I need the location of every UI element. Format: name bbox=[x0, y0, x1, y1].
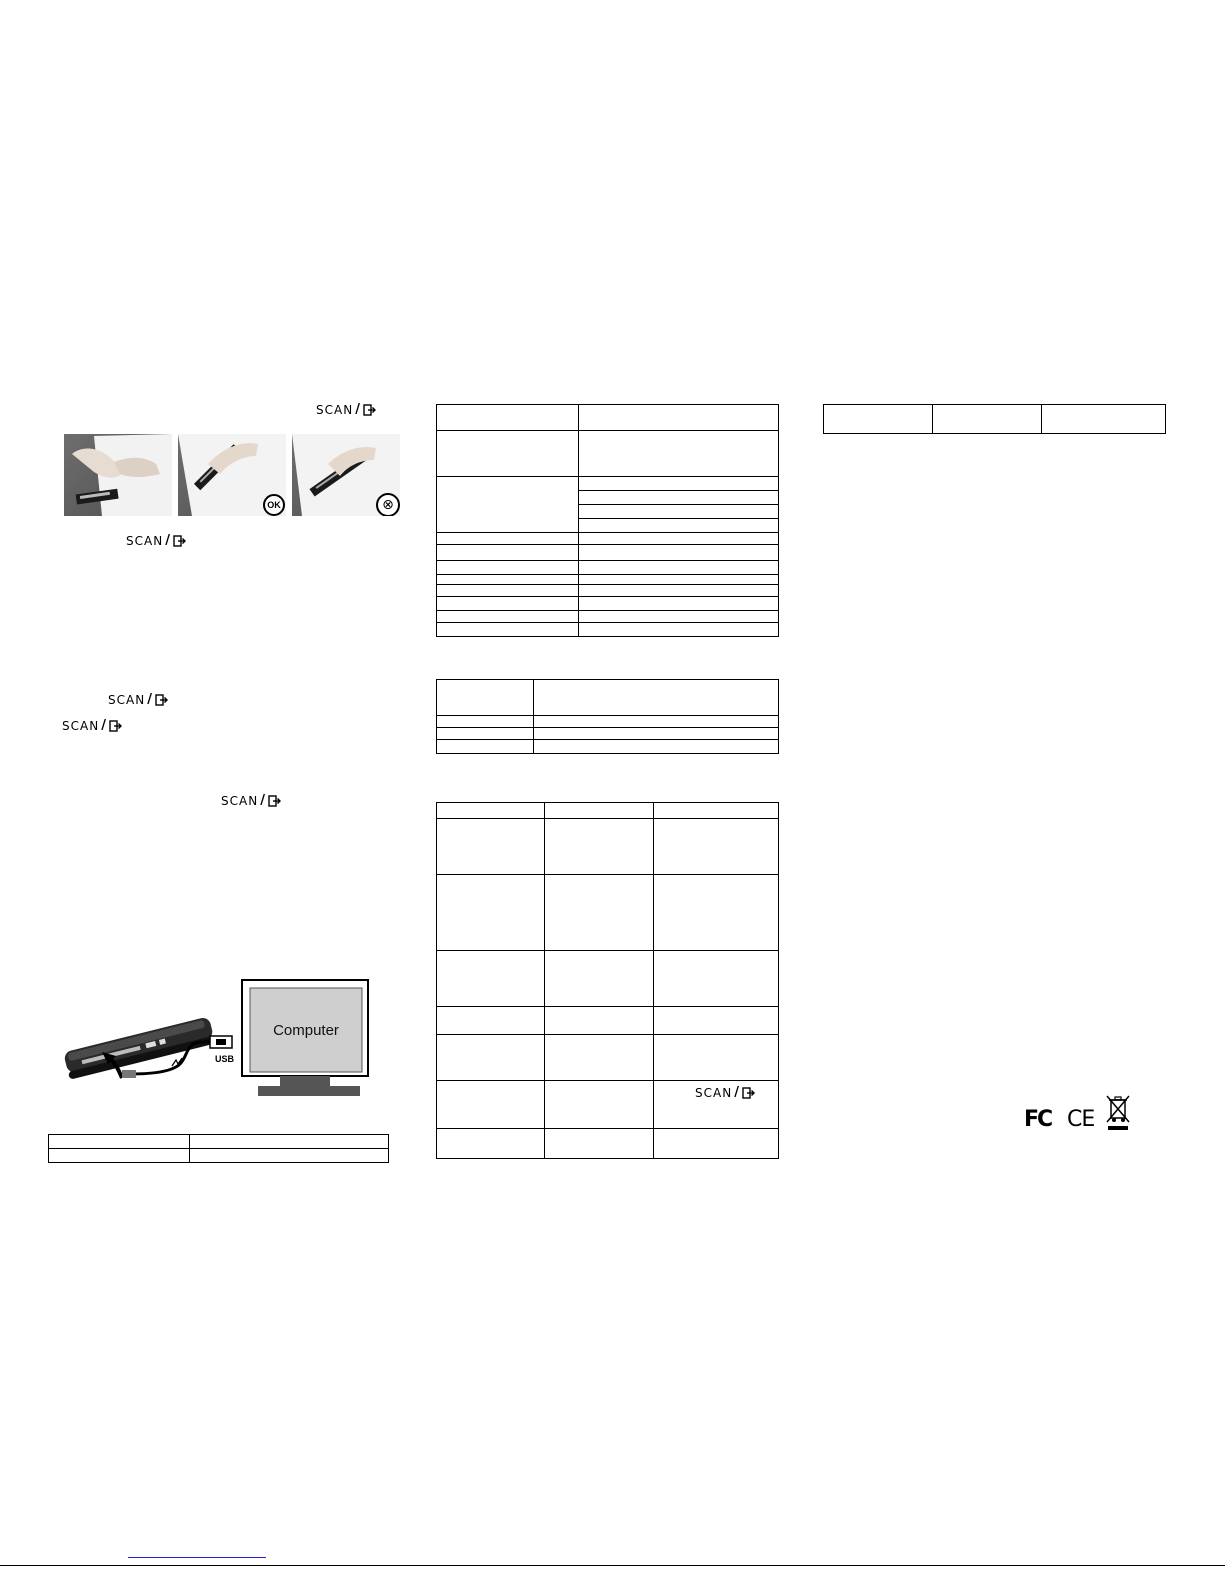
scan-photo-2 bbox=[178, 434, 286, 516]
table-cell bbox=[437, 431, 579, 477]
table-row bbox=[437, 561, 779, 575]
scan-slash: / bbox=[734, 1085, 740, 1100]
table-row bbox=[437, 1007, 779, 1035]
table-row bbox=[437, 1035, 779, 1081]
table-cell bbox=[1042, 405, 1166, 434]
exit-icon bbox=[173, 535, 187, 547]
ok-badge: OK bbox=[263, 494, 285, 516]
table-cell bbox=[534, 728, 779, 740]
table-cell bbox=[545, 803, 654, 819]
scan-exit-button-glyph bbox=[62, 719, 123, 732]
exit-icon bbox=[363, 404, 377, 416]
scanner-wand bbox=[63, 1016, 215, 1079]
table-cell bbox=[579, 431, 779, 477]
table-row bbox=[437, 585, 779, 597]
table-cell bbox=[190, 1135, 389, 1149]
table-row bbox=[824, 405, 1166, 434]
table-cell bbox=[579, 561, 779, 575]
table-cell bbox=[437, 728, 534, 740]
table-row bbox=[49, 1135, 389, 1149]
table-cell bbox=[545, 875, 654, 951]
table-row bbox=[437, 545, 779, 561]
footer-link-underline[interactable] bbox=[128, 1557, 266, 1558]
table-cell bbox=[545, 1129, 654, 1159]
table-row bbox=[437, 680, 779, 716]
table-row bbox=[437, 533, 779, 545]
table-cell bbox=[579, 533, 779, 545]
table-cell bbox=[437, 1007, 545, 1035]
table-cell bbox=[437, 623, 579, 637]
table-cell bbox=[437, 819, 545, 875]
usb-port-label: USB bbox=[215, 1054, 235, 1064]
right-top-table bbox=[823, 404, 1166, 434]
footer-rule bbox=[0, 1565, 1225, 1566]
table-cell bbox=[437, 740, 534, 754]
table-cell bbox=[654, 803, 779, 819]
table-cell bbox=[579, 611, 779, 623]
table-row bbox=[437, 623, 779, 637]
table-row bbox=[437, 728, 779, 740]
table-row bbox=[437, 951, 779, 1007]
weee-bin-icon bbox=[1105, 1094, 1131, 1132]
table-row bbox=[437, 611, 779, 623]
table-row bbox=[437, 716, 779, 728]
monitor-label: Computer bbox=[273, 1021, 339, 1039]
exit-icon bbox=[268, 795, 282, 807]
scan-exit-button-glyph bbox=[316, 403, 377, 416]
table-cell bbox=[437, 716, 534, 728]
table-cell bbox=[654, 1035, 779, 1081]
scan-slash: / bbox=[355, 402, 361, 417]
scan-exit-button-glyph bbox=[695, 1086, 756, 1099]
table-cell bbox=[437, 680, 534, 716]
table-cell bbox=[579, 405, 779, 431]
table-cell bbox=[654, 819, 779, 875]
table-row bbox=[437, 803, 779, 819]
scan-label: SCAN bbox=[316, 402, 354, 417]
scan-label: SCAN bbox=[695, 1085, 733, 1100]
exit-icon bbox=[109, 720, 123, 732]
table-cell bbox=[534, 680, 779, 716]
table-row bbox=[49, 1149, 389, 1163]
table-row bbox=[437, 575, 779, 585]
scan-label: SCAN bbox=[108, 692, 146, 707]
table-cell bbox=[437, 477, 579, 533]
table-cell bbox=[654, 1129, 779, 1159]
table-cell bbox=[654, 1007, 779, 1035]
table-cell bbox=[49, 1149, 190, 1163]
scan-exit-button-glyph bbox=[108, 693, 169, 706]
scan-slash: / bbox=[101, 718, 107, 733]
table-cell bbox=[579, 585, 779, 597]
table-cell bbox=[545, 1081, 654, 1129]
scan-slash: / bbox=[147, 692, 153, 707]
fcc-mark: FC bbox=[1024, 1107, 1052, 1132]
table-row bbox=[437, 1129, 779, 1159]
table-cell bbox=[579, 575, 779, 585]
table-cell bbox=[190, 1149, 389, 1163]
table-cell bbox=[437, 1035, 545, 1081]
table-cell bbox=[534, 740, 779, 754]
table-cell bbox=[824, 405, 933, 434]
table-row bbox=[437, 405, 779, 431]
table-cell bbox=[437, 405, 579, 431]
table-cell bbox=[545, 1035, 654, 1081]
table-cell bbox=[933, 405, 1042, 434]
table-cell bbox=[437, 951, 545, 1007]
troubleshooting-table bbox=[436, 802, 779, 1159]
table-cell bbox=[437, 597, 579, 611]
table-cell bbox=[437, 803, 545, 819]
table-row bbox=[437, 875, 779, 951]
table-row bbox=[437, 431, 779, 477]
table-cell bbox=[545, 1007, 654, 1035]
table-cell bbox=[579, 545, 779, 561]
table-row bbox=[437, 597, 779, 611]
scan-label: SCAN bbox=[126, 533, 164, 548]
table-cell bbox=[437, 1081, 545, 1129]
table-cell bbox=[545, 951, 654, 1007]
table-cell bbox=[579, 623, 779, 637]
scan-photo-3 bbox=[292, 434, 400, 516]
table-cell bbox=[545, 819, 654, 875]
table-cell bbox=[437, 585, 579, 597]
scan-slash: / bbox=[165, 533, 171, 548]
left-bottom-table bbox=[48, 1134, 389, 1163]
scan-exit-button-glyph bbox=[221, 794, 282, 807]
table-cell bbox=[437, 611, 579, 623]
table-cell bbox=[437, 575, 579, 585]
table-cell bbox=[534, 716, 779, 728]
table-cell bbox=[579, 491, 779, 505]
table-row bbox=[437, 477, 779, 491]
ce-mark: CE bbox=[1067, 1107, 1095, 1132]
table-cell bbox=[437, 875, 545, 951]
middle-table-2 bbox=[436, 679, 779, 754]
scan-photo-1 bbox=[64, 434, 172, 516]
scan-slash: / bbox=[260, 793, 266, 808]
table-cell bbox=[437, 561, 579, 575]
table-cell bbox=[437, 545, 579, 561]
scan-label: SCAN bbox=[62, 718, 100, 733]
scan-exit-button-glyph bbox=[126, 534, 187, 547]
table-row bbox=[437, 819, 779, 875]
scan-label: SCAN bbox=[221, 793, 259, 808]
table-cell bbox=[579, 505, 779, 519]
table-cell bbox=[654, 875, 779, 951]
table-cell bbox=[654, 951, 779, 1007]
table-cell bbox=[579, 519, 779, 533]
table-cell bbox=[437, 533, 579, 545]
specification-table bbox=[436, 404, 779, 637]
table-cell bbox=[579, 597, 779, 611]
wrong-badge: ⊗ bbox=[376, 493, 400, 516]
table-cell bbox=[437, 1129, 545, 1159]
table-cell bbox=[49, 1135, 190, 1149]
table-cell bbox=[579, 477, 779, 491]
table-row bbox=[437, 740, 779, 754]
exit-icon bbox=[742, 1087, 756, 1099]
exit-icon bbox=[155, 694, 169, 706]
